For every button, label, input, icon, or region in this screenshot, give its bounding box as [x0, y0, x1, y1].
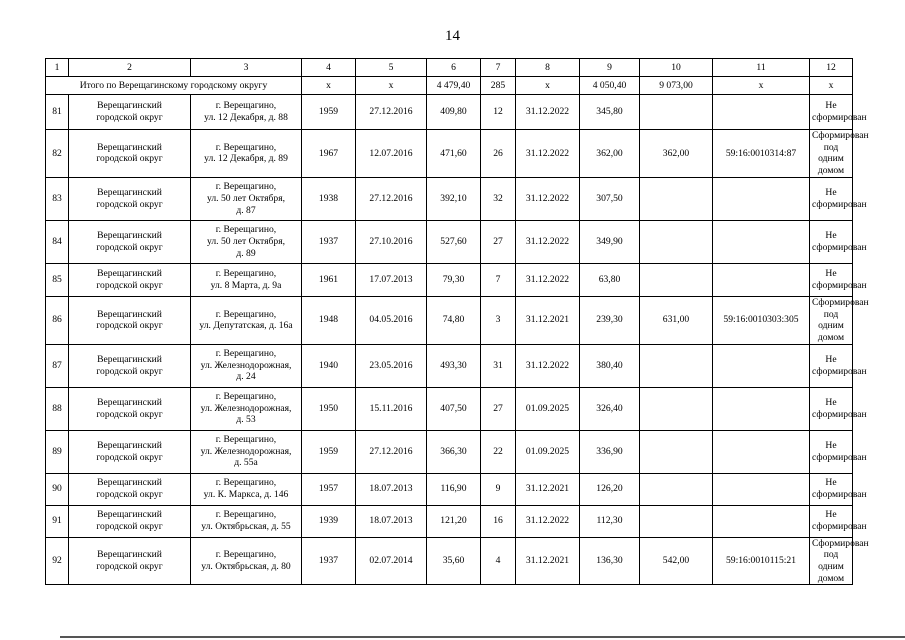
municipality-cell	[69, 505, 191, 537]
municipality-cell	[69, 387, 191, 430]
land-status-line: Не	[825, 187, 837, 199]
column-number-11: 11	[713, 59, 810, 77]
cadastral-number-cell	[713, 505, 810, 537]
land-status-cell	[810, 177, 867, 220]
living-area-cell: 336,90	[580, 430, 640, 473]
land-status-line: сформирован	[812, 521, 867, 533]
column-number-1: 1	[46, 59, 69, 77]
area-cell: 116,90	[427, 473, 481, 505]
year-cell: 1959	[302, 430, 356, 473]
municipality-cell	[69, 296, 191, 344]
row-number: 81	[46, 95, 69, 130]
land-status-line: Не	[825, 439, 837, 451]
row-number: 87	[46, 344, 69, 387]
municipality-line: Верещагинский	[97, 141, 162, 153]
land-status-line: под одним	[818, 141, 844, 165]
table-row	[46, 177, 853, 220]
address-cell	[191, 220, 302, 263]
land-status-cell	[810, 263, 867, 296]
year-cell: 1937	[302, 537, 356, 585]
planned-date-cell: 31.12.2022	[516, 130, 580, 178]
municipality-line: городской округ	[96, 320, 163, 332]
year-cell: 1939	[302, 505, 356, 537]
land-area-cell: 362,00	[640, 130, 713, 178]
year-cell: 1957	[302, 473, 356, 505]
area-cell: 527,60	[427, 220, 481, 263]
land-status-line: сформирован	[812, 241, 867, 253]
column-number-4: 4	[302, 59, 356, 77]
address-cell	[191, 95, 302, 130]
residents-cell: 31	[481, 344, 516, 387]
municipality-cell	[69, 130, 191, 178]
date-cell: 02.07.2014	[356, 537, 427, 585]
area-cell: 471,60	[427, 130, 481, 178]
address-line: д. 87	[236, 204, 256, 216]
area-cell: 407,50	[427, 387, 481, 430]
date-cell: 27.12.2016	[356, 430, 427, 473]
residents-cell: 26	[481, 130, 516, 178]
residents-cell: 7	[481, 263, 516, 296]
cadastral-number-cell	[713, 473, 810, 505]
date-cell: 17.07.2013	[356, 263, 427, 296]
municipality-line: Верещагинский	[97, 100, 162, 112]
land-status-line: сформирован	[812, 408, 867, 420]
land-status-cell	[810, 344, 867, 387]
date-cell: 27.10.2016	[356, 220, 427, 263]
living-area-cell: 307,50	[580, 177, 640, 220]
column-number-6: 6	[427, 59, 481, 77]
total-label: Итого по Верещагинскому городскому округу	[46, 77, 302, 95]
table-row	[46, 387, 853, 430]
municipality-line: городской округ	[96, 489, 163, 501]
address-cell	[191, 430, 302, 473]
address-line: г. Верещагино,	[215, 308, 277, 320]
planned-date-cell: 31.12.2022	[516, 263, 580, 296]
municipality-cell	[69, 177, 191, 220]
planned-date-cell: 31.12.2022	[516, 505, 580, 537]
living-area-cell: 136,30	[580, 537, 640, 585]
cadastral-number-cell: 59:16:0010115:21	[713, 537, 810, 585]
land-status-cell	[810, 95, 867, 130]
area-cell: 392,10	[427, 177, 481, 220]
address-line: ул. Железнодорожная,	[200, 359, 292, 371]
year-cell: 1937	[302, 220, 356, 263]
municipality-cell	[69, 344, 191, 387]
land-area-cell: 631,00	[640, 296, 713, 344]
table-row	[46, 220, 853, 263]
land-status-line: Не	[825, 268, 837, 280]
living-area-cell: 63,80	[580, 263, 640, 296]
date-cell: 23.05.2016	[356, 344, 427, 387]
land-area-cell: 542,00	[640, 537, 713, 585]
planned-date-cell: 31.12.2022	[516, 177, 580, 220]
row-number: 86	[46, 296, 69, 344]
municipality-cell	[69, 220, 191, 263]
row-number: 88	[46, 387, 69, 430]
municipality-line: Верещагинский	[97, 268, 162, 280]
address-line: г. Верещагино,	[215, 100, 277, 112]
land-area-cell	[640, 505, 713, 537]
table-row	[46, 430, 853, 473]
table-row	[46, 537, 853, 585]
land-status-line: сформирован	[812, 112, 867, 123]
address-cell	[191, 130, 302, 178]
planned-date-cell: 31.12.2021	[516, 537, 580, 585]
land-status-line: под одним	[818, 549, 844, 573]
date-cell: 18.07.2013	[356, 473, 427, 505]
cadastral-number-cell	[713, 387, 810, 430]
planned-date-cell: 01.09.2025	[516, 387, 580, 430]
table-body	[46, 59, 869, 585]
column-number-10: 10	[640, 59, 713, 77]
land-status-cell	[810, 387, 867, 430]
cadastral-number-cell	[713, 263, 810, 296]
land-status-cell	[810, 505, 867, 537]
row-number: 84	[46, 220, 69, 263]
municipality-cell	[69, 430, 191, 473]
column-number-3: 3	[191, 59, 302, 77]
land-status-line: Сформирован	[812, 296, 869, 308]
housing-register-table	[45, 58, 869, 585]
total-value: 9 073,00	[640, 77, 713, 95]
total-value: x	[516, 77, 580, 95]
cadastral-number-cell	[713, 430, 810, 473]
municipality-line: городской округ	[96, 241, 163, 253]
land-status-line: Не	[825, 396, 837, 408]
living-area-cell: 326,40	[580, 387, 640, 430]
address-cell	[191, 177, 302, 220]
column-number-8: 8	[516, 59, 580, 77]
land-status-line: Сформирован	[812, 537, 869, 549]
address-line: ул. Октябрьская, д. 80	[201, 561, 291, 573]
land-status-cell	[810, 537, 869, 585]
municipality-line: городской округ	[96, 153, 163, 165]
row-number: 83	[46, 177, 69, 220]
address-cell	[191, 296, 302, 344]
municipality-line: Верещагинский	[97, 308, 162, 320]
municipality-cell	[69, 537, 191, 585]
land-status-cell	[810, 220, 867, 263]
municipality-line: Верещагинский	[97, 549, 162, 561]
row-number: 92	[46, 537, 69, 585]
address-line: г. Верещагино,	[215, 268, 277, 280]
address-line: г. Верещагино,	[215, 434, 277, 446]
address-line: ул. 12 Декабря, д. 88	[204, 112, 288, 123]
land-area-cell	[640, 177, 713, 220]
area-cell: 74,80	[427, 296, 481, 344]
land-area-cell	[640, 344, 713, 387]
municipality-line: городской округ	[96, 198, 163, 210]
land-status-cell	[810, 130, 869, 178]
row-number: 82	[46, 130, 69, 178]
page-number: 14	[445, 28, 460, 44]
land-status-line: сформирован	[812, 279, 867, 291]
row-number: 90	[46, 473, 69, 505]
municipality-line: городской округ	[96, 279, 163, 291]
column-number-9: 9	[580, 59, 640, 77]
address-line: г. Верещагино,	[215, 348, 277, 360]
land-status-line: сформирован	[812, 198, 867, 210]
residents-cell: 22	[481, 430, 516, 473]
address-line: г. Верещагино,	[215, 549, 277, 561]
year-cell: 1940	[302, 344, 356, 387]
table-row	[46, 473, 853, 505]
total-value: x	[713, 77, 810, 95]
area-cell: 79,30	[427, 263, 481, 296]
cadastral-number-cell	[713, 95, 810, 130]
land-area-cell	[640, 220, 713, 263]
municipality-line: городской округ	[96, 521, 163, 533]
land-status-line: Не	[825, 353, 837, 365]
land-area-cell	[640, 430, 713, 473]
land-status-line: сформирован	[812, 365, 867, 377]
table-row	[46, 263, 853, 296]
total-value: 4 479,40	[427, 77, 481, 95]
land-area-cell	[640, 263, 713, 296]
land-status-cell	[810, 473, 867, 505]
column-number-12: 12	[810, 59, 853, 77]
year-cell: 1938	[302, 177, 356, 220]
residents-cell: 27	[481, 220, 516, 263]
address-line: ул. Железнодорожная,	[200, 402, 292, 414]
address-line: г. Верещагино,	[215, 477, 277, 489]
row-number: 85	[46, 263, 69, 296]
land-area-cell	[640, 473, 713, 505]
land-status-cell	[810, 430, 867, 473]
address-line: ул. Железнодорожная,	[200, 445, 292, 457]
total-value: 285	[481, 77, 516, 95]
area-cell: 121,20	[427, 505, 481, 537]
area-cell: 35,60	[427, 537, 481, 585]
municipality-line: Верещагинский	[97, 187, 162, 199]
cadastral-number-cell: 59:16:0010303:305	[713, 296, 810, 344]
municipality-line: городской округ	[96, 408, 163, 420]
year-cell: 1961	[302, 263, 356, 296]
bottom-divider	[60, 636, 905, 638]
address-line: д. 55а	[234, 457, 258, 469]
living-area-cell: 112,30	[580, 505, 640, 537]
living-area-cell: 380,40	[580, 344, 640, 387]
address-line: ул. 50 лет Октября,	[206, 192, 286, 204]
land-area-cell	[640, 95, 713, 130]
address-line: д. 24	[236, 371, 256, 383]
address-line: г. Верещагино,	[215, 391, 277, 403]
planned-date-cell: 31.12.2022	[516, 220, 580, 263]
total-value: x	[302, 77, 356, 95]
total-row	[46, 77, 853, 95]
land-status-line: домом	[817, 165, 845, 177]
land-status-line: Сформирован	[812, 130, 869, 141]
municipality-line: городской округ	[96, 365, 163, 377]
column-number-7: 7	[481, 59, 516, 77]
address-line: г. Верещагино,	[215, 509, 277, 521]
area-cell: 493,30	[427, 344, 481, 387]
address-cell	[191, 263, 302, 296]
planned-date-cell: 31.12.2022	[516, 95, 580, 130]
address-line: ул. К. Маркса, д. 146	[203, 489, 289, 501]
land-status-cell	[810, 296, 869, 344]
residents-cell: 27	[481, 387, 516, 430]
address-line: г. Верещагино,	[215, 224, 277, 236]
row-number: 91	[46, 505, 69, 537]
municipality-line: городской округ	[96, 561, 163, 573]
residents-cell: 32	[481, 177, 516, 220]
table-row	[46, 130, 853, 178]
column-number-5: 5	[356, 59, 427, 77]
column-number-row	[46, 59, 853, 77]
land-status-line: Не	[825, 477, 837, 489]
date-cell: 15.11.2016	[356, 387, 427, 430]
planned-date-cell: 31.12.2022	[516, 344, 580, 387]
land-status-line: Не	[825, 509, 837, 521]
municipality-cell	[69, 95, 191, 130]
address-line: ул. 50 лет Октября,	[206, 235, 286, 247]
living-area-cell: 345,80	[580, 95, 640, 130]
cadastral-number-cell	[713, 177, 810, 220]
table-row	[46, 95, 853, 130]
column-number-2: 2	[69, 59, 191, 77]
living-area-cell: 239,30	[580, 296, 640, 344]
total-value: 4 050,40	[580, 77, 640, 95]
land-status-line: Не	[825, 230, 837, 242]
living-area-cell: 126,20	[580, 473, 640, 505]
municipality-line: Верещагинский	[97, 353, 162, 365]
land-status-line: домом	[817, 331, 845, 343]
table-row	[46, 296, 853, 344]
municipality-cell	[69, 473, 191, 505]
year-cell: 1967	[302, 130, 356, 178]
total-value: x	[356, 77, 427, 95]
living-area-cell: 362,00	[580, 130, 640, 178]
residents-cell: 16	[481, 505, 516, 537]
cadastral-number-cell: 59:16:0010314:87	[713, 130, 810, 178]
address-line: г. Верещагино,	[215, 181, 277, 193]
row-number: 89	[46, 430, 69, 473]
address-cell	[191, 344, 302, 387]
planned-date-cell: 31.12.2021	[516, 296, 580, 344]
residents-cell: 12	[481, 95, 516, 130]
address-line: ул. Депутатская, д. 16а	[199, 320, 293, 332]
address-cell	[191, 537, 302, 585]
municipality-line: Верещагинский	[97, 477, 162, 489]
municipality-line: городской округ	[96, 451, 163, 463]
municipality-line: Верещагинский	[97, 396, 162, 408]
land-status-line: сформирован	[812, 451, 867, 463]
municipality-cell	[69, 263, 191, 296]
cadastral-number-cell	[713, 220, 810, 263]
area-cell: 409,80	[427, 95, 481, 130]
year-cell: 1959	[302, 95, 356, 130]
address-cell	[191, 505, 302, 537]
address-line: д. 89	[236, 247, 256, 259]
residents-cell: 4	[481, 537, 516, 585]
municipality-line: Верещагинский	[97, 509, 162, 521]
living-area-cell: 349,90	[580, 220, 640, 263]
land-status-line: домом	[817, 572, 845, 584]
address-cell	[191, 473, 302, 505]
address-line: ул. 12 Декабря, д. 89	[204, 153, 288, 165]
cadastral-number-cell	[713, 344, 810, 387]
total-value: x	[810, 77, 853, 95]
address-line: г. Верещагино,	[215, 141, 277, 153]
residents-cell: 9	[481, 473, 516, 505]
date-cell: 27.12.2016	[356, 177, 427, 220]
address-line: ул. Октябрьская, д. 55	[201, 521, 291, 533]
date-cell: 18.07.2013	[356, 505, 427, 537]
table-row	[46, 344, 853, 387]
planned-date-cell: 31.12.2021	[516, 473, 580, 505]
planned-date-cell: 01.09.2025	[516, 430, 580, 473]
address-line: ул. 8 Марта, д. 9а	[210, 279, 282, 291]
date-cell: 12.07.2016	[356, 130, 427, 178]
land-status-line: сформирован	[812, 489, 867, 501]
area-cell: 366,30	[427, 430, 481, 473]
year-cell: 1948	[302, 296, 356, 344]
municipality-line: Верещагинский	[97, 439, 162, 451]
land-status-line: под одним	[818, 308, 844, 332]
municipality-line: городской округ	[96, 112, 163, 123]
date-cell: 27.12.2016	[356, 95, 427, 130]
year-cell: 1950	[302, 387, 356, 430]
table-row	[46, 505, 853, 537]
address-line: д. 53	[236, 414, 256, 426]
land-area-cell	[640, 387, 713, 430]
land-status-line: Не	[825, 100, 837, 112]
address-cell	[191, 387, 302, 430]
date-cell: 04.05.2016	[356, 296, 427, 344]
residents-cell: 3	[481, 296, 516, 344]
municipality-line: Верещагинский	[97, 230, 162, 242]
